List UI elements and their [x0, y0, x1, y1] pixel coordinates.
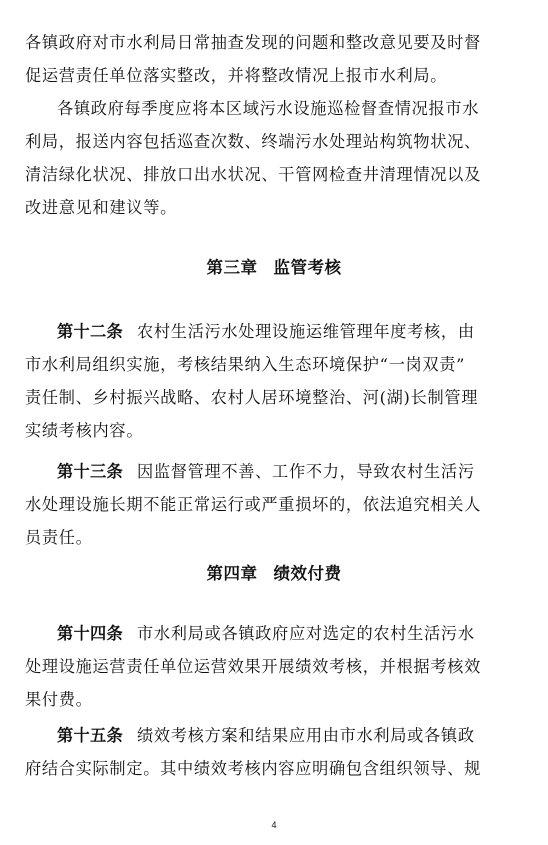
- paragraph-line: 改进意见和建议等。: [25, 198, 177, 217]
- page-number: 4: [271, 820, 277, 830]
- paragraph-line: 各镇政府每季度应将本区域污水设施巡检督查情况报市水: [57, 99, 480, 118]
- article-text: 因监督管理不善、工作不力，导致农村生活污: [136, 462, 475, 481]
- chapter-number: 第四章: [206, 564, 258, 583]
- paragraph-line: 实绩考核内容。: [25, 421, 144, 440]
- paragraph-line: 市水利局组织实施，考核结果纳入生态环境保护“一岗双责”: [25, 355, 466, 374]
- article-label: 第十三条: [57, 462, 123, 481]
- chapter-title: 监管考核: [273, 258, 342, 277]
- chapter-number: 第三章: [206, 258, 258, 277]
- article-label: 第十二条: [57, 322, 123, 341]
- article-label: 第十五条: [57, 726, 123, 745]
- paragraph-line: 利局，报送内容包括巡查次数、终端污水处理站构筑物状况、: [25, 132, 481, 151]
- paragraph-line: 水处理设施长期不能正常运行或严重损坏的，依法追究相关人: [25, 495, 481, 514]
- paragraph-line: 府结合实际制定。其中绩效考核内容应明确包含组织领导、规: [25, 759, 481, 778]
- paragraph-line: 各镇政府对市水利局日常抽查发现的问题和整改意见要及时督: [25, 33, 481, 52]
- chapter-heading: [0, 564, 548, 584]
- paragraph-line: 清洁绿化状况、排放口出水状况、干管网检查井清理情况以及: [25, 165, 481, 184]
- article-text: 绩效考核方案和结果应用由市水利局或各镇政: [136, 726, 475, 745]
- paragraph-line: 果付费。: [25, 690, 93, 709]
- article-first-line: [57, 624, 523, 644]
- article-label: 第十四条: [57, 624, 123, 643]
- paragraph-line: 促运营责任单位落实整改，并将整改情况上报市水利局。: [25, 66, 448, 85]
- article-first-line: [57, 462, 523, 482]
- chapter-title: 绩效付费: [273, 564, 342, 583]
- paragraph-line: 处理设施运营责任单位运营效果开展绩效考核，并根据考核效: [25, 657, 481, 676]
- article-first-line: [57, 322, 523, 342]
- paragraph-line: 员责任。: [25, 528, 93, 547]
- article-text: 市水利局或各镇政府应对选定的农村生活污水: [136, 624, 475, 643]
- chapter-heading: [0, 258, 548, 278]
- paragraph-line: 责任制、乡村振兴战略、农村人居环境整治、河(湖)长制管理: [25, 388, 479, 407]
- article-first-line: [57, 726, 523, 746]
- article-text: 农村生活污水处理设施运维管理年度考核，由: [136, 322, 475, 341]
